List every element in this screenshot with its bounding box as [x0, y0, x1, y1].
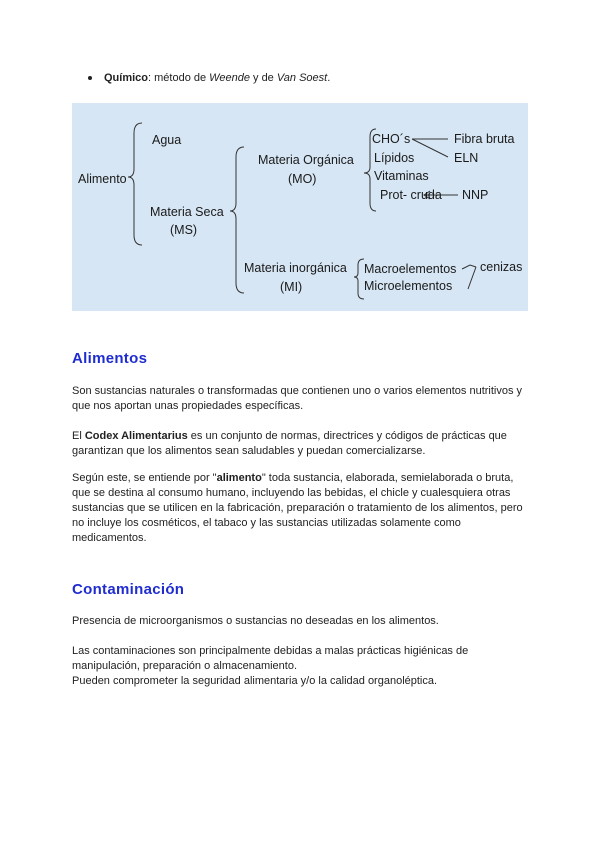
- label-fibra-bruta: Fibra bruta: [454, 132, 515, 146]
- codex-term: Codex Alimentarius: [84, 430, 188, 442]
- bullet-term: Químico: [104, 72, 149, 84]
- label-macroelementos: Macroelementos: [364, 262, 457, 276]
- label-materia-inorganica: Materia inorgánica: [244, 261, 347, 275]
- label-ms: (MS): [170, 223, 198, 237]
- brace-materia-seca: [230, 147, 244, 293]
- label-mi: (MI): [280, 280, 303, 294]
- label-chos: CHO´s: [372, 132, 411, 146]
- line-chos-eln: [412, 139, 448, 157]
- label-nnp: NNP: [462, 188, 489, 202]
- codex-post: es un conjunto de normas, directrices y códigos de prácticas que garantizan que los alimentos sean saludables y puedan comercializarse.: [72, 430, 507, 457]
- label-lipidos: Lípidos: [374, 151, 415, 165]
- paragraph-alimentos-definition: Son sustancias naturales o transformadas que contienen uno o varios elementos nutritivos y que nos aportan unas propiedades específicas.: [72, 385, 523, 412]
- codex-pre: El: [72, 430, 85, 442]
- bullet-item: [88, 72, 330, 84]
- method-name-2: Van Soest: [276, 72, 328, 84]
- paragraph-contaminacion-definition: Presencia de microorganismos o sustancias no deseadas en los alimentos.: [72, 615, 439, 627]
- label-mo: (MO): [288, 172, 317, 186]
- food-composition-diagram: [72, 103, 528, 311]
- bullet-mid: y de: [249, 72, 277, 84]
- method-name-1: Weende: [209, 72, 250, 84]
- label-vitaminas: Vitaminas: [374, 169, 429, 183]
- label-alimento: Alimento: [78, 172, 127, 186]
- bullet-dot-icon: [88, 76, 92, 80]
- paragraph-alimento-definition: [72, 471, 528, 546]
- alimento-term: alimento: [216, 472, 262, 484]
- paragraph-contaminacion-causes: Las contaminaciones son principalmente debidas a malas prácticas higiénicas de manipulación, preparación o almacenamiento.: [72, 645, 469, 672]
- brace-materia-inorganica: [354, 259, 364, 299]
- heading-contaminacion: Contaminación: [72, 581, 185, 598]
- label-materia-seca: Materia Seca: [150, 205, 224, 219]
- alimento-post: " toda sustancia, elaborada, semielaborada o bruta, que se destina al consumo humano, incluyendo las bebidas, el chicle y cualesquiera otras sustancias que se utilicen en la fabricación, preparación o tratamiento de los alimentos, pero no incluye los cosméticos, el tabaco y las sustancias utilizadas solamente como medicamentos.: [72, 472, 523, 544]
- paragraph-contaminacion-consequences: Pueden comprometer la seguridad alimentaria y/o la calidad organoléptica.: [72, 675, 438, 687]
- label-microelementos: Microelementos: [364, 279, 453, 293]
- alimento-pre: Según este, se entiende por ": [72, 472, 217, 484]
- paragraph-codex: [72, 429, 528, 459]
- bullet-end: .: [327, 72, 331, 84]
- line-cenizas: [462, 265, 476, 289]
- bullet-sep: : método de: [148, 72, 210, 84]
- heading-alimentos: Alimentos: [72, 350, 148, 367]
- label-cenizas: cenizas: [480, 260, 523, 274]
- label-eln: ELN: [454, 151, 479, 165]
- brace-alimento: [128, 123, 142, 245]
- label-materia-organica: Materia Orgánica: [258, 153, 354, 167]
- label-agua: Agua: [152, 133, 182, 147]
- label-prot-cruda: Prot- cruda: [380, 188, 442, 202]
